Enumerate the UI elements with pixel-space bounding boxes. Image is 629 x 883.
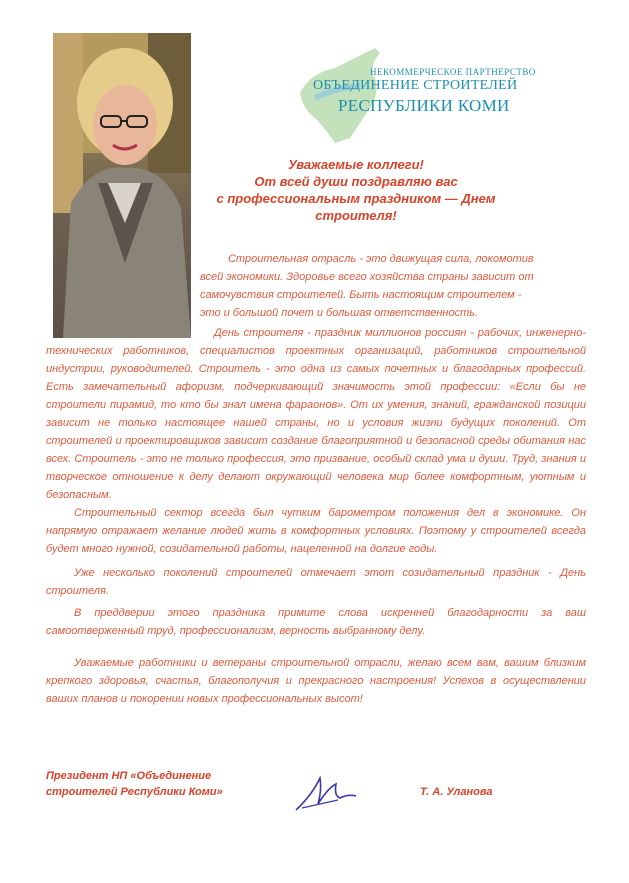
paragraph-barometer: Строительный сектор всегда был чутким барометром положения дел в экономике. Он напрямую отражает желание людей жить в комфортных условиях. Поэтому у строителей всегда будет много нужной, созидательной работы, нацеленной на долгие годы. bbox=[46, 507, 586, 555]
logo-line-3: РЕСПУБЛИКИ КОМИ bbox=[338, 96, 510, 115]
signature-title-line-1: Президент НП «Объединение bbox=[46, 770, 212, 782]
intro-line-1: Строительная отрасль - это движущая сила, локомотив bbox=[228, 253, 534, 265]
greeting-line-1: Уважаемые коллеги! bbox=[288, 157, 424, 172]
intro-line-3: самочувствия строителей. Быть настоящим строителем - bbox=[200, 289, 522, 301]
handwritten-signature bbox=[292, 770, 362, 815]
author-photo bbox=[53, 33, 191, 338]
paragraph-wishes: Уважаемые работники и ветераны строительной отрасли, желаю всем вам, вашим близким крепкого здоровья, счастья, благополучия и прекрасного настроения! Успехов в осуществлении ваших планов и покорении новых профессиональных высот! bbox=[46, 657, 586, 705]
greeting-heading bbox=[206, 156, 506, 224]
intro-paragraph bbox=[200, 250, 586, 322]
paragraph-gratitude: В преддверии этого праздника примите слова искренней благодарности за ваш самоотверженный труд, профессионализм, верность выбранному делу. bbox=[46, 607, 586, 637]
intro-line-2: всей экономики. Здоровье всего хозяйства страны зависит от bbox=[200, 271, 534, 283]
letter-body bbox=[46, 324, 586, 708]
greeting-line-3: с профессиональным праздником — Днем строителя! bbox=[216, 191, 496, 223]
logo-line-2: ОБЪЕДИНЕНИЕ СТРОИТЕЛЕЙ bbox=[313, 78, 518, 93]
logo-line-1: НЕКОММЕРЧЕСКОЕ ПАРТНЕРСТВО bbox=[370, 67, 536, 77]
greeting-line-2: От всей души поздравляю вас bbox=[254, 174, 458, 189]
signature-title bbox=[46, 768, 223, 800]
intro-line-4: это и большой почет и большая ответственность. bbox=[200, 307, 479, 319]
signature-title-line-2: строителей Республики Коми» bbox=[46, 786, 223, 798]
signature-name: Т. А. Уланова bbox=[420, 786, 493, 798]
paragraph-day-of-builder: День строителя - праздник миллионов россиян - рабочих, инженерно-технических работников, специалистов проектных организаций, работников строительной индустрии, руководителей. Строитель - это одна из самых почетных и благодарных профессий. Есть замечательный афоризм, подчеркивающий значимость этой профессии: «Если бы не строители пирамид, то кто бы знал имена фараонов». От их умения, знаний, гражданской позиции зависит не только настоящее нашей страны, но и условия жизни будущих поколений. От строителей и проектировщиков зависит создание благоприятной и безопасной среды обитания нас всех. Строитель - это не только профессия, это призвание, особый склад ума и души. Труд, знания и творческое отношение к делу делают окружающий человека мир более комфортным, уютным и безопасным. bbox=[46, 327, 586, 501]
paragraph-generations: Уже несколько поколений строителей отмечает этот созидательный праздник - День строителя. bbox=[46, 567, 586, 597]
